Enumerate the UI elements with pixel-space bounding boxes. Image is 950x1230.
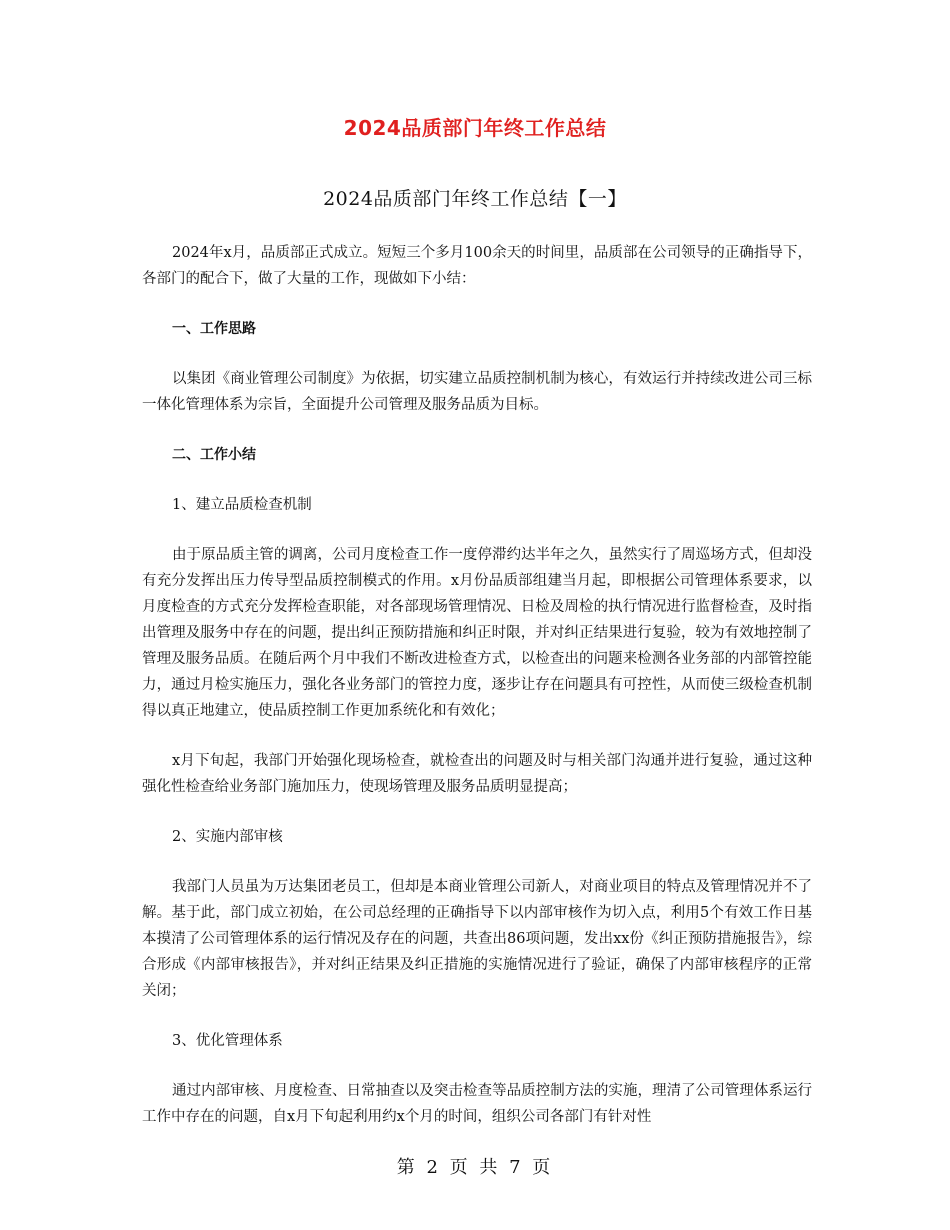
heading-work-summary: 二、工作小结 [172, 447, 256, 463]
paragraph-field-inspection: x月下旬起，我部门开始强化现场检查，就检查出的问题及时与相关部门沟通并进行复验，通过这种强化性检查给业务部门施加压力，使现场管理及服务品质明显提高； [142, 753, 812, 795]
document-title: 2024品质部门年终工作总结 [343, 116, 607, 140]
subheading-inspection-mechanism: 1、建立品质检查机制 [172, 497, 312, 513]
paragraph-work-approach: 以集团《商业管理公司制度》为依据，切实建立品质控制机制为核心，有效运行并持续改进公司三标一体化管理体系为宗旨，全面提升公司管理及服务品质为目标。 [142, 371, 812, 413]
subheading-internal-audit: 2、实施内部审核 [172, 829, 283, 845]
paragraph-intro: 2024年x月，品质部正式成立。短短三个多月100余天的时间里，品质部在公司领导的正确指导下，各部门的配合下，做了大量的工作，现做如下小结： [142, 245, 812, 287]
page-footer: 第 2 页 共 7 页 [396, 1157, 554, 1178]
section-title: 2024品质部门年终工作总结【一】 [323, 188, 627, 210]
subheading-optimize-system: 3、优化管理体系 [172, 1033, 283, 1049]
paragraph-inspection-mechanism: 由于原品质主管的调离，公司月度检查工作一度停滞约达半年之久，虽然实行了周巡场方式，但却没有充分发挥出压力传导型品质控制模式的作用。x月份品质部组建当月起，即根据公司管理体系要求，以月度检查的方式充分发挥检查职能，对各部现场管理情况、日检及周检的执行情况进行监督检查，及时指出管理及服务中存在的问题，提出纠正预防措施和纠正时限，并对纠正结果进行复验，较为有效地控制了管理及服务品质。在随后两个月中我们不断改进检查方式，以检查出的问题来检测各业务部的内部管控能力，通过月检实施压力，强化各业务部门的管控力度，逐步让存在问题具有可控性，从而使三级检查机制得以真正地建立，使品质控制工作更加系统化和有效化； [142, 547, 812, 719]
paragraph-internal-audit: 我部门人员虽为万达集团老员工，但却是本商业管理公司新人，对商业项目的特点及管理情况并不了解。基于此，部门成立初始，在公司总经理的正确指导下以内部审核作为切入点，利用5个有效工作日基本摸清了公司管理体系的运行情况及存在的问题，共查出86项问题，发出xx份《纠正预防措施报告》，综合形成《内部审核报告》，并对纠正结果及纠正措施的实施情况进行了验证，确保了内部审核程序的正常关闭； [142, 879, 812, 999]
document-body [142, 240, 812, 1154]
paragraph-optimize-system: 通过内部审核、月度检查、日常抽查以及突击检查等品质控制方法的实施，理清了公司管理体系运行工作中存在的问题，自x月下旬起利用约x个月的时间，组织公司各部门有针对性 [142, 1083, 812, 1125]
heading-work-approach: 一、工作思路 [172, 321, 256, 337]
